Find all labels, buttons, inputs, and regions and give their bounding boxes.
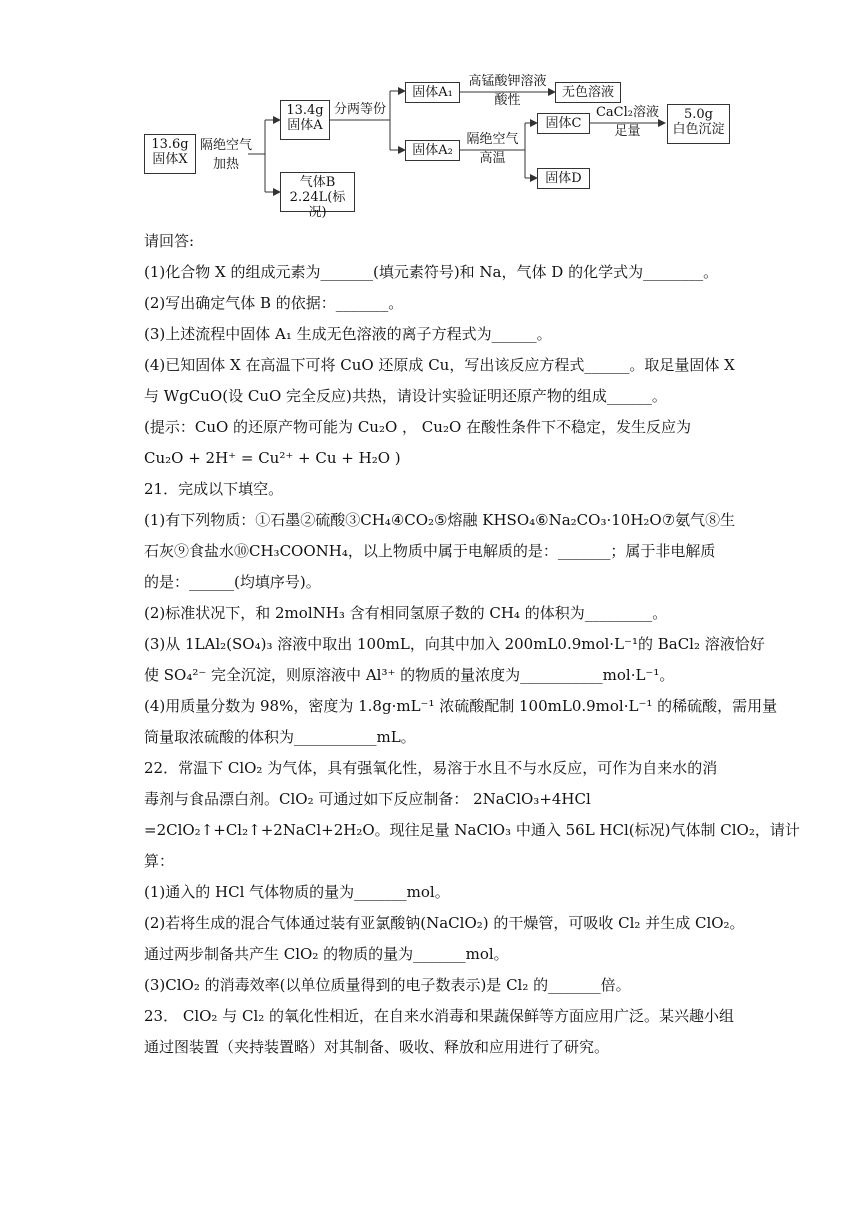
text-line: 与 WgCuO(设 CuO 完全反应)共热，请设计实验证明还原产物的组成______。: [144, 387, 667, 405]
box-solid-a-name: 固体A: [287, 118, 323, 133]
text-line: (3)ClO₂ 的消毒效率(以单位质量得到的电子数表示)是 Cl₂ 的_______倍。: [144, 976, 631, 994]
text-line: 石灰⑨食盐水⑩CH₃COONH₄，以上物质中属于电解质的是：_______；属于非电解质: [144, 542, 716, 560]
box-white-precipitate-mass: 5.0g: [684, 107, 713, 122]
text-line: 23． ClO₂ 与 Cl₂ 的氧化性相近，在自来水消毒和果蔬保鲜等方面应用广泛。某兴趣小组: [144, 1007, 735, 1025]
text-line: 通过图装置（夹持装置略）对其制备、吸收、释放和应用进行了研究。: [144, 1038, 610, 1056]
text-line: 请回答:: [144, 232, 195, 250]
box-white-precipitate-name: 白色沉淀: [672, 122, 725, 137]
edge-x-label-top: 隔绝空气: [199, 138, 252, 153]
text-line: Cu₂O + 2H⁺ = Cu²⁺ + Cu + H₂O ): [144, 449, 401, 467]
text-line: 毒剂与食品漂白剂。ClO₂ 可通过如下反应制备： 2NaClO₃+4HCl: [144, 790, 591, 808]
box-solid-a-mass: 13.4g: [286, 103, 324, 118]
box-solid-c: 固体C: [537, 113, 590, 134]
text-line: 使 SO₄²⁻ 完全沉淀，则原溶液中 Al³⁺ 的物质的量浓度为___________mol·L⁻¹。: [144, 666, 675, 684]
text-line: =2ClO₂↑+Cl₂↑+2NaCl+2H₂O。现往足量 NaClO₃ 中通入 56L HCl(标况)气体制 ClO₂，请计: [144, 821, 800, 839]
text-line: 21．完成以下填空。: [144, 480, 284, 498]
text-line: (2)标准状况下，和 2molNH₃ 含有相同氢原子数的 CH₄ 的体积为_________。: [144, 604, 668, 622]
box-gas-b-volume: 2.24L(标况): [289, 190, 346, 220]
box-solid-x: [144, 134, 196, 174]
box-white-precipitate: [667, 104, 730, 144]
reaction-flowchart: [140, 72, 740, 222]
edge-x-label-bottom: 加热: [212, 157, 239, 172]
box-colorless-solution: 无色溶液: [555, 82, 621, 103]
question-text: [144, 226, 800, 1063]
text-line: (4)用质量分数为 98%，密度为 1.8g·mL⁻¹ 浓硫酸配制 100mL0.9mol·L⁻¹ 的稀硫酸，需用量: [144, 697, 778, 715]
box-solid-x-name: 固体X: [152, 152, 188, 167]
text-line: 算：: [144, 852, 175, 870]
text-line: (提示：CuO 的还原产物可能为 Cu₂O ， Cu₂O 在酸性条件下不稳定，发生反应为: [144, 418, 692, 436]
edge-a2-label-top: 隔绝空气: [466, 132, 519, 147]
text-line: 22．常温下 ClO₂ 为气体，具有强氧化性，易溶于水且不与水反应，可作为自来水的消: [144, 759, 718, 777]
split-label: 分两等份: [333, 102, 386, 117]
box-gas-b-name: 气体B: [299, 175, 336, 190]
text-line: (4)已知固体 X 在高温下可将 CuO 还原成 Cu，写出该反应方程式______。取足量固体 X: [144, 356, 735, 374]
edge-c-label-top: CaCl₂溶液: [595, 105, 659, 120]
text-line: (2)若将生成的混合气体通过装有亚氯酸钠(NaClO₂) 的干燥管，可吸收 Cl₂ 并生成 ClO₂。: [144, 914, 745, 932]
edge-a1-label-top: 高锰酸钾溶液: [468, 74, 547, 89]
edge-a1-label: [460, 74, 555, 108]
box-solid-a2: 固体A₂: [405, 140, 460, 161]
box-solid-a1: 固体A₁: [405, 82, 460, 103]
edge-c-label: [590, 105, 665, 139]
text-line: (1)有下列物质：①石墨②硫酸③CH₄④CO₂⑤熔融 KHSO₄⑥Na₂CO₃·10H₂O⑦氨气⑧生: [144, 511, 736, 529]
edge-c-label-bottom: 足量: [614, 124, 641, 139]
text-line: (3)上述流程中固体 A₁ 生成无色溶液的离子方程式为______。: [144, 325, 552, 343]
text-line: (1)通入的 HCl 气体物质的量为_______mol。: [144, 883, 450, 901]
text-line: (2)写出确定气体 B 的依据：_______。: [144, 294, 404, 312]
box-gas-b: [280, 172, 355, 220]
text-line: 筒量取浓硫酸的体积为___________mL。: [144, 728, 416, 746]
text-line: (1)化合物 X 的组成元素为_______(填元素符号)和 Na，气体 D 的化学式为________。: [144, 263, 719, 281]
box-solid-a: [280, 100, 330, 140]
edge-a1-label-bottom: 酸性: [494, 93, 521, 108]
text-line: 的是：______(均填序号)。: [144, 573, 321, 591]
box-solid-x-mass: 13.6g: [151, 137, 189, 152]
text-line: 通过两步制备共产生 ClO₂ 的物质的量为_______mol。: [144, 945, 509, 963]
text-line: (3)从 1LAl₂(SO₄)₃ 溶液中取出 100mL，向其中加入 200mL0.9mol·L⁻¹的 BaCl₂ 溶液恰好: [144, 635, 765, 653]
edge-a2-label-bottom: 高温: [479, 151, 506, 166]
edge-x-label: [196, 138, 256, 172]
edge-a2-label: [460, 132, 525, 166]
box-solid-d: 固体D: [537, 168, 590, 189]
